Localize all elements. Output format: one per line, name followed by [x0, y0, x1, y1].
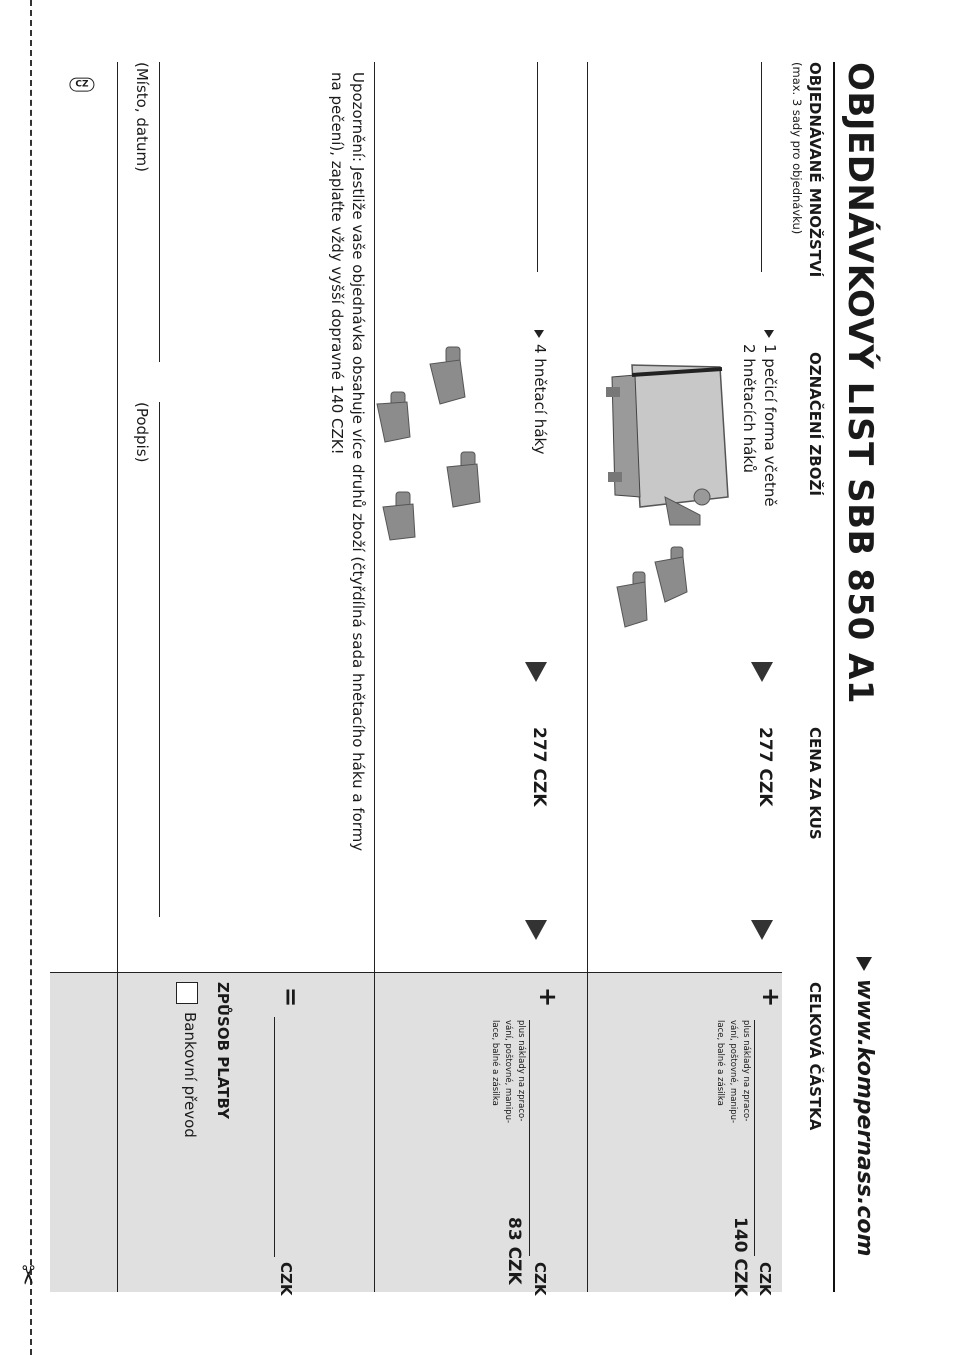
baking-pan [606, 365, 728, 507]
signature-line[interactable] [159, 402, 160, 917]
notice-line1: Upozornění: Jestliže vaše objednávka obsahuje více druhů zboží (čtyřdílná sada hnětacího háku a formy [349, 72, 367, 852]
kneading-hook-c [447, 452, 480, 507]
badge-text: CZ [69, 78, 94, 92]
row2-divider [374, 62, 375, 1292]
row2-note-line3: lace, balné a zásilka [490, 1020, 500, 1106]
grand-total-currency: CZK [277, 1262, 295, 1296]
cut-line [30, 0, 32, 1355]
scissors-icon: ✂ [11, 1264, 42, 1286]
row1-item-line1: 1 pečicí forma včetně [761, 344, 779, 507]
row1-shipping-note [713, 1020, 752, 1170]
place-date-label: (Místo, datum) [133, 62, 151, 172]
row1-note-line2: vání, poštovné, manipu- [728, 1020, 738, 1124]
row2-arrow-1 [525, 662, 547, 690]
kneading-hook-3 [617, 572, 647, 627]
row1-total-line[interactable] [754, 1020, 755, 1256]
website-text: www.kompernass.com [852, 979, 877, 1257]
quantity-entry-line-1[interactable] [761, 62, 762, 272]
quantity-entry-line-2[interactable] [537, 62, 538, 272]
row2-shipping-amount: 83 CZK [504, 1217, 524, 1285]
language-badge [75, 72, 95, 97]
equals-sign: = [277, 987, 305, 1008]
row1-shipping-amount: 140 CZK [730, 1217, 750, 1297]
baking-pan-image [575, 347, 740, 527]
quantity-note: (max. 3 sady pro objednávku) [790, 62, 804, 235]
quantity-header: OBJEDNÁVANÉ MNOŽSTVÍ [806, 62, 824, 278]
payment-heading: ZPŮSOB PLATBY [214, 982, 232, 1119]
place-date-line[interactable] [159, 62, 160, 362]
row1-note-line3: lace, balné a zásilka [715, 1020, 725, 1106]
row2-price: 277 CZK [529, 727, 549, 807]
row1-item-line2: 2 hnětacích háků [740, 344, 758, 473]
shade-footer [50, 972, 125, 1292]
shipping-notice [326, 72, 368, 952]
row2-total-currency: CZK [531, 1262, 549, 1296]
arrow-icon [856, 957, 872, 971]
row1-arrow-2 [751, 920, 773, 948]
row2-plus: + [534, 987, 562, 1008]
bank-transfer-checkbox[interactable] [176, 982, 198, 1004]
row2-item [529, 330, 550, 455]
row2-arrow-2 [525, 920, 547, 948]
row1-total-currency: CZK [756, 1262, 774, 1296]
notice-line2: na pečení), zaplaťte vždy vyšší dopravné 140 CZK! [328, 72, 346, 455]
order-form [50, 62, 880, 1297]
row1-note-line1: plus náklady na zpraco- [741, 1020, 751, 1122]
row1-price: 277 CZK [755, 727, 775, 807]
row2-note-line2: vání, poštovné, manipu- [503, 1020, 513, 1124]
row2-note-line1: plus náklady na zpraco- [516, 1020, 526, 1122]
bullet-icon [765, 330, 775, 338]
kneading-hook-d [383, 492, 415, 540]
page-title: OBJEDNÁVKOVÝ LIST SBB 850 A1 [840, 62, 880, 705]
row2-total-line[interactable] [529, 1020, 530, 1256]
row1-divider [587, 62, 588, 1292]
grand-total-line[interactable] [274, 1017, 275, 1257]
signature-label: (Podpis) [133, 402, 151, 463]
row1-arrow-1 [751, 662, 773, 690]
title-divider [833, 62, 835, 1292]
row2-shipping-note [488, 1020, 527, 1170]
bullet-icon [535, 330, 545, 338]
kneading-hook-a [430, 347, 465, 404]
row2-item-line1: 4 hnětací háky [531, 344, 549, 455]
kneading-hooks-row2 [375, 342, 505, 542]
price-header: CENA ZA KUS [806, 727, 824, 840]
kneading-hook-b [377, 392, 410, 442]
bank-transfer-label: Bankovní převod [181, 1012, 199, 1138]
bottom-border [117, 62, 118, 1292]
total-header: CELKOVÁ ČÁSTKA [806, 982, 824, 1131]
website-link[interactable] [852, 957, 877, 1256]
item-header: OZNAČENÍ ZBOŽÍ [806, 352, 824, 496]
kneading-hook-2 [655, 547, 687, 602]
total-column-divider [50, 972, 782, 973]
row1-plus: + [757, 987, 785, 1008]
row1-item [738, 330, 780, 507]
kneading-hooks-row1 [605, 542, 695, 632]
